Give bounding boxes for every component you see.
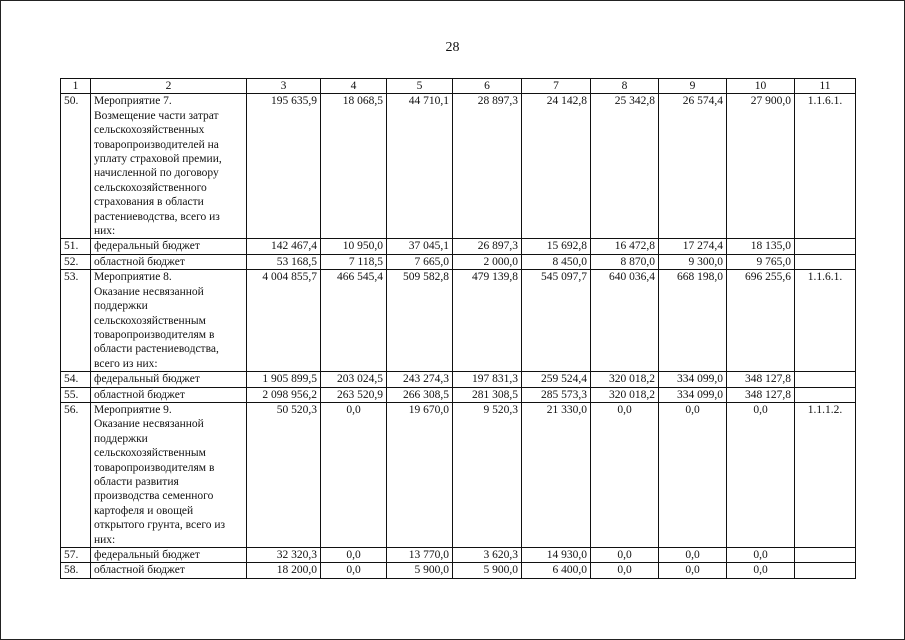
- amount-cell: 10 950,0: [321, 239, 387, 254]
- amount-cell: 334 099,0: [659, 372, 727, 387]
- amount-cell: 27 900,0: [727, 94, 795, 239]
- header-cell: 10: [727, 79, 795, 94]
- header-cell: 2: [91, 79, 247, 94]
- table-row: [61, 387, 856, 402]
- amount-cell: 7 665,0: [387, 254, 453, 269]
- amount-cell: 1 905 899,5: [247, 372, 321, 387]
- amount-cell: 0,0: [727, 548, 795, 563]
- amount-cell: 9 520,3: [453, 402, 522, 547]
- row-number-cell: 50.: [61, 94, 91, 239]
- amount-cell: 545 097,7: [522, 270, 591, 372]
- table-row: [61, 372, 856, 387]
- goal-code-cell: [795, 372, 856, 387]
- table-row: [61, 254, 856, 269]
- goal-code-cell: 1.1.1.2.: [795, 402, 856, 547]
- amount-cell: 320 018,2: [591, 372, 659, 387]
- row-number-cell: 53.: [61, 270, 91, 372]
- amount-cell: 285 573,3: [522, 387, 591, 402]
- activity-name-cell: федеральный бюджет: [91, 548, 247, 563]
- amount-cell: 26 574,4: [659, 94, 727, 239]
- goal-code-cell: [795, 563, 856, 578]
- activity-name-cell: Мероприятие 8. Оказание несвязанной поддержки сельскохозяйственным товаропроизводителям в области растениеводства, всего из них:: [91, 270, 247, 372]
- amount-cell: 14 930,0: [522, 548, 591, 563]
- amount-cell: 320 018,2: [591, 387, 659, 402]
- amount-cell: 18 068,5: [321, 94, 387, 239]
- amount-cell: 0,0: [321, 402, 387, 547]
- row-number-cell: 56.: [61, 402, 91, 547]
- header-cell: 5: [387, 79, 453, 94]
- amount-cell: 348 127,8: [727, 387, 795, 402]
- amount-cell: 18 200,0: [247, 563, 321, 578]
- amount-cell: 466 545,4: [321, 270, 387, 372]
- amount-cell: 13 770,0: [387, 548, 453, 563]
- activity-name-cell: областной бюджет: [91, 254, 247, 269]
- amount-cell: 53 168,5: [247, 254, 321, 269]
- activity-name-cell: федеральный бюджет: [91, 239, 247, 254]
- amount-cell: 17 274,4: [659, 239, 727, 254]
- amount-cell: 0,0: [659, 402, 727, 547]
- amount-cell: 640 036,4: [591, 270, 659, 372]
- amount-cell: 266 308,5: [387, 387, 453, 402]
- amount-cell: 668 198,0: [659, 270, 727, 372]
- goal-code-cell: [795, 254, 856, 269]
- activity-name-cell: областной бюджет: [91, 563, 247, 578]
- amount-cell: 26 897,3: [453, 239, 522, 254]
- table-row: [61, 270, 856, 372]
- activity-name-cell: областной бюджет: [91, 387, 247, 402]
- header-row: [61, 79, 856, 94]
- amount-cell: 203 024,5: [321, 372, 387, 387]
- amount-cell: 479 139,8: [453, 270, 522, 372]
- row-number-cell: 52.: [61, 254, 91, 269]
- amount-cell: 9 765,0: [727, 254, 795, 269]
- header-cell: 4: [321, 79, 387, 94]
- header-cell: 8: [591, 79, 659, 94]
- header-cell: 3: [247, 79, 321, 94]
- amount-cell: 0,0: [591, 548, 659, 563]
- amount-cell: 8 450,0: [522, 254, 591, 269]
- header-cell: 1: [61, 79, 91, 94]
- activity-name-cell: федеральный бюджет: [91, 372, 247, 387]
- row-number-cell: 58.: [61, 563, 91, 578]
- header-cell: 7: [522, 79, 591, 94]
- amount-cell: 3 620,3: [453, 548, 522, 563]
- amount-cell: 7 118,5: [321, 254, 387, 269]
- amount-cell: 5 900,0: [453, 563, 522, 578]
- amount-cell: 25 342,8: [591, 94, 659, 239]
- table-row: [61, 548, 856, 563]
- amount-cell: 696 255,6: [727, 270, 795, 372]
- amount-cell: 8 870,0: [591, 254, 659, 269]
- amount-cell: 15 692,8: [522, 239, 591, 254]
- goal-code-cell: 1.1.6.1.: [795, 94, 856, 239]
- table-row: [61, 402, 856, 547]
- row-number-cell: 51.: [61, 239, 91, 254]
- amount-cell: 334 099,0: [659, 387, 727, 402]
- amount-cell: 2 098 956,2: [247, 387, 321, 402]
- amount-cell: 0,0: [591, 402, 659, 547]
- amount-cell: 0,0: [321, 563, 387, 578]
- amount-cell: 0,0: [659, 548, 727, 563]
- table-row: [61, 239, 856, 254]
- amount-cell: 32 320,3: [247, 548, 321, 563]
- table-row: [61, 94, 856, 239]
- amount-cell: 195 635,9: [247, 94, 321, 239]
- amount-cell: 197 831,3: [453, 372, 522, 387]
- amount-cell: 16 472,8: [591, 239, 659, 254]
- amount-cell: 0,0: [321, 548, 387, 563]
- header-cell: 11: [795, 79, 856, 94]
- goal-code-cell: [795, 239, 856, 254]
- amount-cell: 0,0: [591, 563, 659, 578]
- amount-cell: 243 274,3: [387, 372, 453, 387]
- amount-cell: 142 467,4: [247, 239, 321, 254]
- amount-cell: 28 897,3: [453, 94, 522, 239]
- activity-name-cell: Мероприятие 9. Оказание несвязанной поддержки сельскохозяйственным товаропроизводителям в области развития производства семенного картофеля и овощей открытого грунта, всего из них:: [91, 402, 247, 547]
- row-number-cell: 57.: [61, 548, 91, 563]
- amount-cell: 0,0: [727, 402, 795, 547]
- table-row: [61, 563, 856, 578]
- row-number-cell: 55.: [61, 387, 91, 402]
- amount-cell: 0,0: [727, 563, 795, 578]
- amount-cell: 19 670,0: [387, 402, 453, 547]
- row-number-cell: 54.: [61, 372, 91, 387]
- amount-cell: 0,0: [659, 563, 727, 578]
- amount-cell: 21 330,0: [522, 402, 591, 547]
- amount-cell: 5 900,0: [387, 563, 453, 578]
- table-body: [61, 94, 856, 578]
- amount-cell: 2 000,0: [453, 254, 522, 269]
- amount-cell: 348 127,8: [727, 372, 795, 387]
- budget-table: [60, 78, 856, 579]
- amount-cell: 4 004 855,7: [247, 270, 321, 372]
- activity-name-cell: Мероприятие 7. Возмещение части затрат сельскохозяйственных товаропроизводителей на уплату страховой премии, начисленной по договору сельскохозяйственного страхования в области растениеводства, всего из них:: [91, 94, 247, 239]
- amount-cell: 259 524,4: [522, 372, 591, 387]
- header-cell: 9: [659, 79, 727, 94]
- amount-cell: 37 045,1: [387, 239, 453, 254]
- goal-code-cell: [795, 387, 856, 402]
- goal-code-cell: 1.1.6.1.: [795, 270, 856, 372]
- amount-cell: 18 135,0: [727, 239, 795, 254]
- amount-cell: 50 520,3: [247, 402, 321, 547]
- header-cell: 6: [453, 79, 522, 94]
- amount-cell: 263 520,9: [321, 387, 387, 402]
- amount-cell: 509 582,8: [387, 270, 453, 372]
- amount-cell: 44 710,1: [387, 94, 453, 239]
- amount-cell: 9 300,0: [659, 254, 727, 269]
- amount-cell: 6 400,0: [522, 563, 591, 578]
- page-number: 28: [445, 40, 460, 55]
- goal-code-cell: [795, 548, 856, 563]
- amount-cell: 24 142,8: [522, 94, 591, 239]
- amount-cell: 281 308,5: [453, 387, 522, 402]
